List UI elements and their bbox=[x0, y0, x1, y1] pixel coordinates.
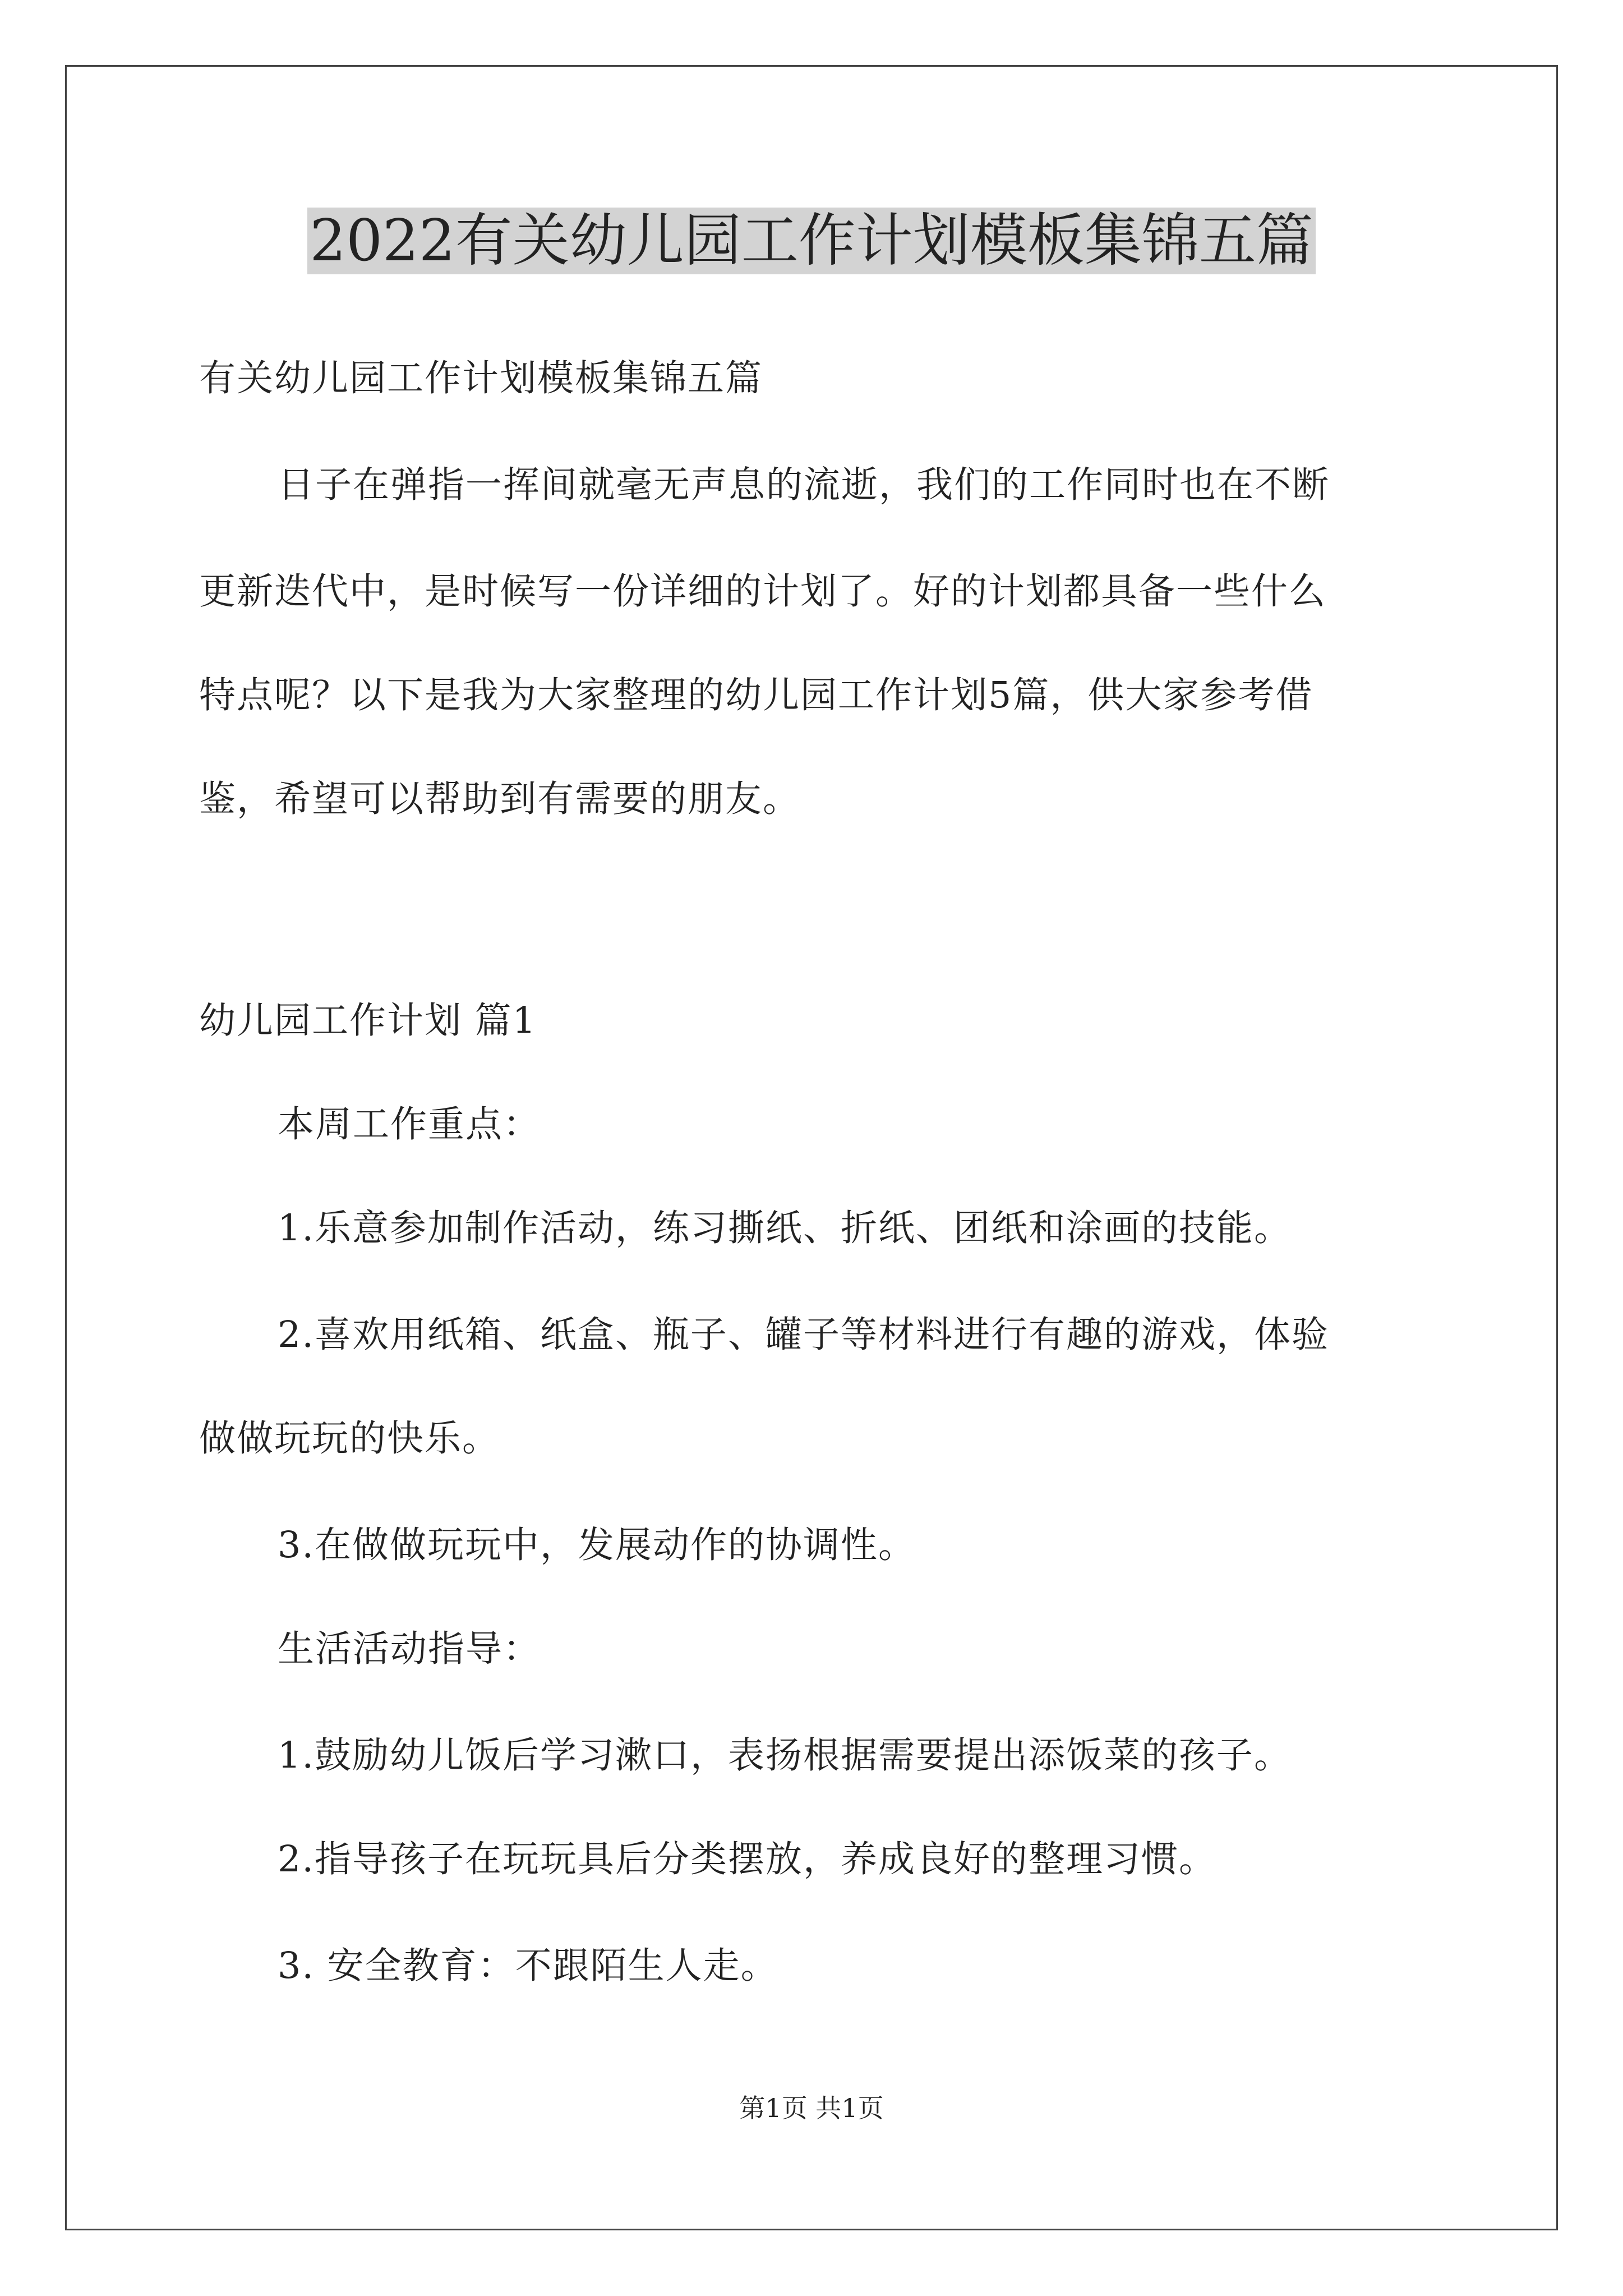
document-title-text: 2022有关幼儿园工作计划模板集锦五篇 bbox=[307, 208, 1316, 274]
focus-item: 3.在做做玩玩中，发展动作的协调性。 bbox=[278, 1524, 916, 1566]
life-item: 2.指导孩子在玩玩具后分类摆放，养成良好的整理习惯。 bbox=[278, 1838, 1217, 1880]
life-item: 3. 安全教育：不跟陌生人走。 bbox=[278, 1945, 778, 1987]
focus-item: 做做玩玩的快乐。 bbox=[199, 1418, 500, 1460]
intro-line: 特点呢？以下是我为大家整理的幼儿园工作计划5篇，供大家参考借 bbox=[199, 674, 1313, 716]
page-footer: 第1页 共1页 bbox=[739, 2093, 884, 2123]
document-subtitle: 有关幼儿园工作计划模板集锦五篇 bbox=[199, 357, 763, 399]
intro-line: 日子在弹指一挥间就毫无声息的流逝，我们的工作同时也在不断 bbox=[278, 464, 1330, 506]
life-heading: 生活活动指导： bbox=[278, 1628, 541, 1670]
life-item: 1.鼓励幼儿饭后学习漱口，表扬根据需要提出添饭菜的孩子。 bbox=[278, 1734, 1292, 1777]
intro-line: 更新迭代中，是时候写一份详细的计划了。好的计划都具备一些什么 bbox=[199, 570, 1327, 613]
section-heading: 幼儿园工作计划 篇1 bbox=[199, 1000, 537, 1042]
focus-heading: 本周工作重点： bbox=[278, 1103, 541, 1145]
intro-line: 鉴，希望可以帮助到有需要的朋友。 bbox=[199, 778, 801, 820]
document-title bbox=[0, 202, 1623, 280]
focus-item: 2.喜欢用纸箱、纸盒、瓶子、罐子等材料进行有趣的游戏，体验 bbox=[278, 1314, 1330, 1356]
focus-item: 1.乐意参加制作活动，练习撕纸、折纸、团纸和涂画的技能。 bbox=[278, 1207, 1292, 1249]
